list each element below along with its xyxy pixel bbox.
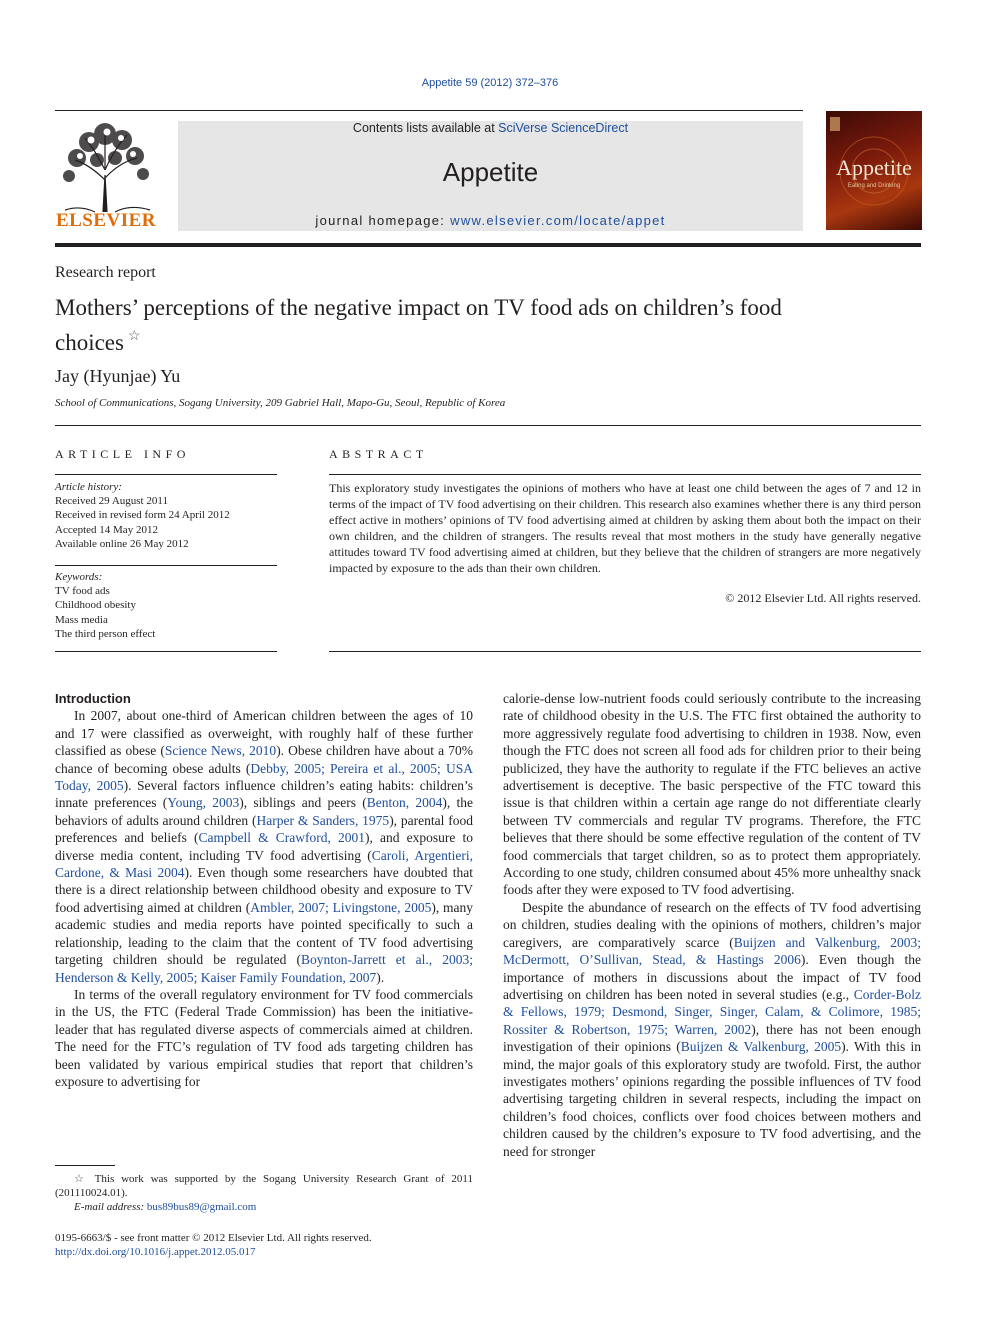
issn-line: 0195-6663/$ - see front matter © 2012 Elsevier Ltd. All rights reserved. [55, 1232, 372, 1244]
sciencedirect-link[interactable]: SciVerse ScienceDirect [498, 121, 629, 135]
abstract-copyright: © 2012 Elsevier Ltd. All rights reserved. [725, 591, 921, 605]
citation-link[interactable]: Debby, 2005; Pereira et al., 2005; USA Today, 2005 [55, 760, 473, 794]
keyword: The third person effect [55, 627, 156, 640]
keywords-label: Keywords: [55, 571, 103, 583]
homepage-link[interactable]: www.elsevier.com/locate/appet [450, 213, 666, 228]
body-text: In 2007, about one-third of American children between the ages of 10 and 17 were classified as overweight, with roughly half of these further classified as obese ( [55, 708, 473, 759]
history-label: Article history: [55, 481, 122, 493]
footnote-star-icon: ☆ [74, 1173, 88, 1185]
journal-citation[interactable]: Appetite 59 (2012) 372–376 [421, 77, 559, 89]
body-text: ), parental food preferences and beliefs ( [55, 812, 473, 846]
header-top-rule [55, 110, 803, 111]
cover-subtitle: Eating and Drinking [847, 183, 901, 189]
citation-link[interactable]: Young, 2003 [167, 795, 240, 811]
article-type: Research report [55, 264, 156, 281]
author-email-link[interactable]: bus89bus89@gmail.com [146, 1201, 257, 1213]
history-revised: Received in revised form 24 April 2012 [55, 509, 230, 522]
citation-link[interactable]: Buijzen and Valkenburg, 2003; McDermott, O’Sullivan, Stead, & Hastings 2006 [503, 934, 921, 968]
history-online: Available online 26 May 2012 [55, 537, 189, 550]
title-footnote-star-icon[interactable]: ☆ [127, 329, 141, 344]
footnote [55, 1172, 473, 1214]
elsevier-logo [55, 120, 157, 232]
body-text: ). Even though some researchers have doubted that there is a direct relationship between childhood obesity and exposure to TV food advertising aimed at children ( [55, 865, 473, 915]
body-text: ). Even though the importance of mothers in discussions about the impact of TV food advertising on children has been noted in several studies (e.g., [503, 952, 921, 1002]
affiliation-rule [55, 425, 921, 426]
body-column-left [55, 690, 473, 1090]
keyword: TV food ads [55, 585, 110, 598]
article-info-heading: ARTICLE INFO [55, 447, 190, 461]
citation-link[interactable]: Corder-Bolz & Fellows, 1979; Desmond, Singer, Singer, Calam, & Colimore, 1985; Rossiter & Robertson, 1975; Warren, 2002 [503, 986, 921, 1037]
header-thick-rule [55, 243, 921, 247]
contents-line: Contents lists available at SciVerse ScienceDirect [352, 121, 629, 135]
body-text: ). [376, 969, 385, 985]
article-history [55, 480, 277, 551]
doi-link[interactable]: http://dx.doi.org/10.1016/j.appet.2012.05.017 [55, 1246, 256, 1258]
keyword: Childhood obesity [55, 599, 136, 612]
citation-link[interactable]: Buijzen & Valkenburg, 2005 [680, 1039, 842, 1055]
journal-header-box [178, 121, 803, 231]
body-text: Despite the abundance of research on the effects of TV food advertising on children, studies dealing with the opinions of mothers, children’s major caregivers, are comparatively scarce ( [503, 899, 921, 950]
tree-icon [55, 120, 157, 215]
citation-link[interactable]: Science News, 2010 [164, 743, 277, 759]
article-info-rule [55, 474, 277, 475]
body-text: ), many academic studies and media reports have pointed specifically to such a relationship, leading to the claim that the content of TV food advertising targeting children should be regulated ( [55, 899, 473, 968]
keywords-list [55, 570, 277, 641]
body-text: ), and exposure to diverse media content, including TV food advertising ( [55, 830, 473, 863]
front-matter-info [55, 1231, 555, 1259]
author-name: Jay (Hyunjae) Yu [55, 366, 181, 386]
body-text: ). Several factors influence children’s eating habits: children’s innate preferences ( [55, 778, 473, 811]
citation-link[interactable]: Campbell & Crawford, 2001 [198, 830, 366, 846]
body-text: ), there has not been enough investigation of their opinions ( [503, 1021, 921, 1055]
email-note: E-mail address: bus89bus89@gmail.com [74, 1201, 257, 1213]
body-text: ). Obese children have about a 70% chance of becoming obese adults ( [55, 743, 473, 776]
abstract-rule [329, 474, 921, 475]
keywords-rule [55, 565, 277, 566]
citation-link[interactable]: Harper & Sanders, 1975 [256, 812, 390, 828]
journal-cover-image [826, 111, 922, 230]
body-paragraph [503, 690, 921, 899]
keyword: Mass media [55, 613, 108, 626]
history-accepted: Accepted 14 May 2012 [55, 523, 158, 536]
journal-title: Appetite [442, 157, 539, 187]
citation-link[interactable]: Boynton-Jarrett et al., 2003; Henderson & Kelly, 2005; Kaiser Family Foundation, 2007 [55, 952, 474, 985]
body-text: ), the behaviors of adults around children ( [55, 795, 474, 828]
abstract-bottom-rule [329, 651, 921, 652]
footnote-rule [55, 1165, 115, 1166]
funding-note: ☆ This work was supported by the Sogang University Research Grant of 2011 (201110024.01). [55, 1173, 473, 1199]
cover-title: Appetite [836, 155, 912, 180]
abstract-text: This exploratory study investigates the opinions of mothers who have at least one child between the ages of 7 and 12 in terms of the impact of TV food advertising on their children. This research also examines whether there is any third person effect active in mothers’ opinions of TV food advertising aimed at children by asking them about both the impact on their own children, and the children of strangers. The results reveal that most mothers in the study have generally negative attitudes toward TV food advertising aimed at children, but they believe that the children of strangers are more negatively impacted by exposure to the ads than their own children. [329, 481, 921, 575]
body-text: In terms of the overall regulatory environment for TV food commercials in the US, the FTC (Federal Trade Commission) has been the initiative-leader that has regulated diverse aspects of commercials aimed at children. The need for the FTC’s regulation of TV food ads targeting children has been validated by various empirical studies that report that children’s exposure to advertising for [55, 986, 473, 1089]
journal-homepage: journal homepage: www.elsevier.com/locate/appet [315, 213, 666, 228]
body-column-right [503, 690, 921, 1160]
body-paragraph [55, 986, 473, 1090]
body-text: ), siblings and peers ( [239, 795, 367, 811]
article-info-bottom-rule [55, 651, 277, 652]
abstract-heading: ABSTRACT [329, 447, 428, 461]
elsevier-wordmark: ELSEVIER [55, 210, 157, 231]
introduction-heading: Introduction [55, 691, 131, 706]
history-received: Received 29 August 2011 [55, 495, 168, 508]
citation-link[interactable]: Caroli, Argentieri, Cardone, & Masi 2004 [55, 847, 474, 881]
article-title: Mothers’ perceptions of the negative impact on TV food ads on children’s food choices ☆ [55, 295, 782, 355]
body-text: calorie-dense low-nutrient foods could seriously contribute to the increasing rate of childhood obesity in the U.S. The FTC first obtained the authority to more aggressively regulate food advertising to children in 1938. Now, even though the FTC does not screen all food ads for children prior to their being publicized, they have the authority to regulate if the FTC believes an active advertisement is deceptive. The basic perspective of the FTC toward this issue is that children within a certain age range do not differentiate clearly between TV commercials and regular TV programs. Therefore, the FTC believes that there should be some effective regulation of the content of TV food commercials that target children, so as to protect them appropriately. According to one study, children consumed about 45% more unhealthy snack foods after they were exposed to TV food advertising. [503, 691, 921, 898]
author-affiliation: School of Communications, Sogang University, 209 Gabriel Hall, Mapo-Gu, Seoul, Republic of Korea [55, 397, 506, 409]
citation-link[interactable]: Benton, 2004 [366, 795, 443, 811]
citation-link[interactable]: Ambler, 2007; Livingstone, 2005 [250, 899, 432, 915]
body-text: ). With this in mind, the major goals of this exploratory study are twofold. First, the author investigates mothers’ opinions regarding the possible influences of TV food advertising targeting children in several respects, including the impact on children’s food choices, conflicts over food choices between mothers and children caused by the children’s exposure to TV food advertising, and the need for stronger [503, 1039, 921, 1159]
body-paragraph [503, 899, 921, 1160]
body-paragraph [55, 707, 473, 986]
